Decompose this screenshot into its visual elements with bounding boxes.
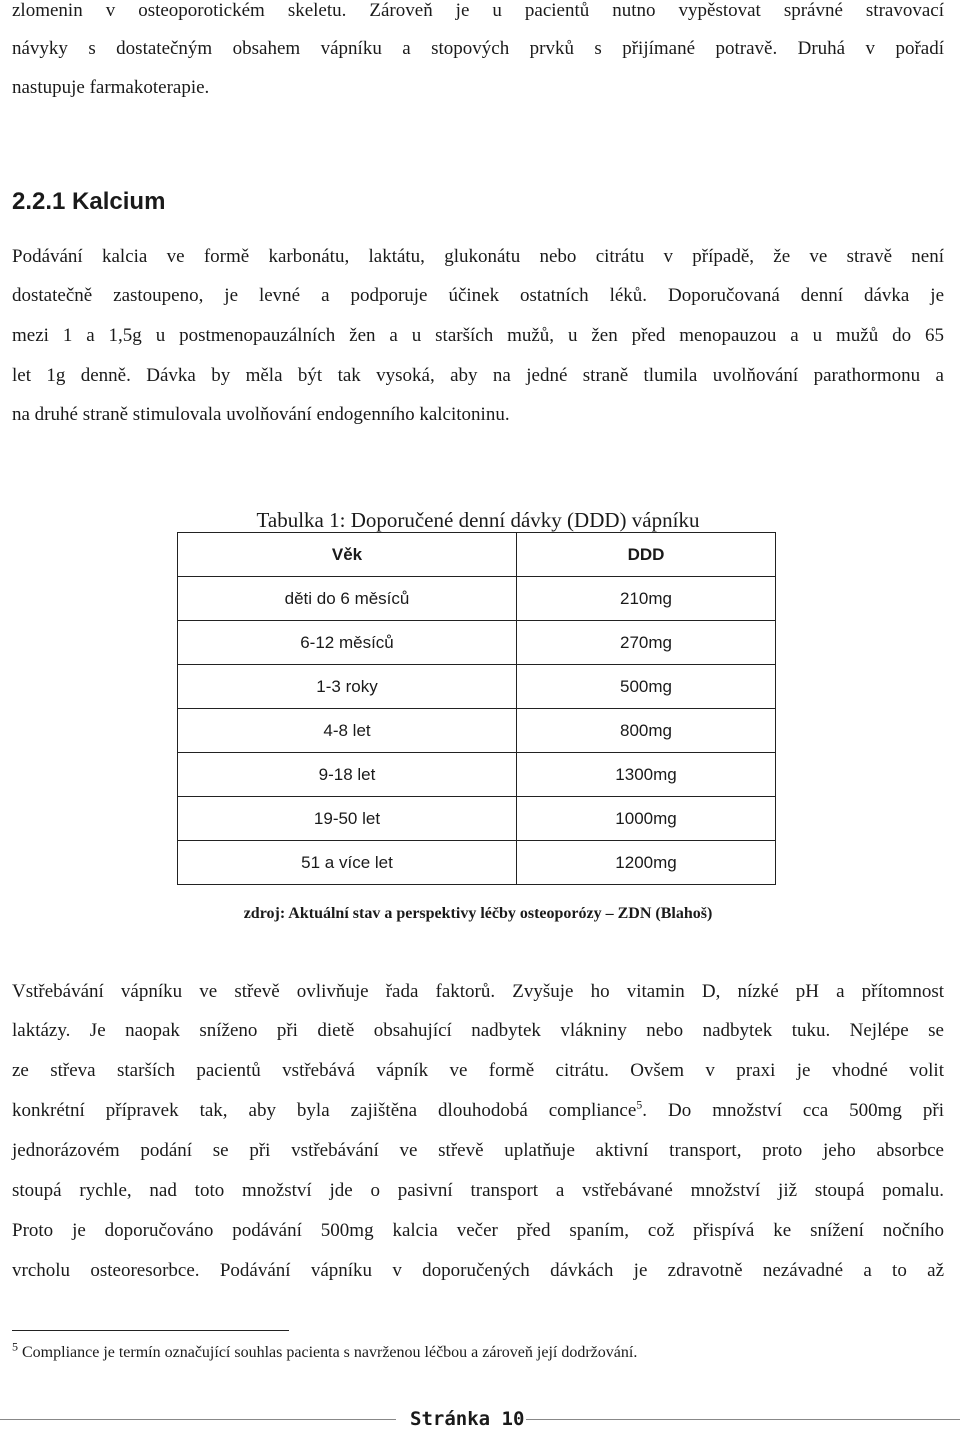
dose-cell: 210mg [517, 577, 776, 621]
footnote-reference[interactable]: 5 [636, 1097, 643, 1112]
paragraph-line: návyky s dostatečným obsahem vápníku a stopových prvků s přijímané potravě. Druhá v pořadí [12, 38, 944, 59]
table-row [178, 665, 776, 709]
column-header-ddd: DDD [517, 533, 776, 577]
column-header-age: Věk [178, 533, 517, 577]
paragraph-line: laktázy. Je naopak sníženo při dietě obsahující nadbytek vlákniny nebo nadbytek tuku. Nejlépe se [12, 1020, 944, 1041]
paragraph-line: Podávání kalcia ve formě karbonátu, laktátu, glukonátu nebo citrátu v případě, že ve stravě není [12, 246, 944, 267]
paragraph-text: . Do množství cca 500mg při [642, 1100, 944, 1121]
age-cell: 19-50 let [178, 797, 517, 841]
table-row [178, 753, 776, 797]
table-caption: Tabulka 1: Doporučené denní dávky (DDD) vápníku [256, 508, 700, 532]
age-cell: 4-8 let [178, 709, 517, 753]
paragraph-line: ze střeva starších pacientů vstřebává vápník ve formě citrátu. Ovšem v praxi je vhodné volit [12, 1060, 944, 1081]
dose-cell: 800mg [517, 709, 776, 753]
paragraph-text: konkrétní přípravek tak, aby byla zajištěna dlouhodobá compliance [12, 1100, 637, 1121]
paragraph-line [12, 1097, 944, 1122]
page-number: Stránka 10 [410, 1408, 525, 1430]
footer-rule-right [526, 1419, 960, 1420]
paragraph-line: mezi 1 a 1,5g u postmenopauzálních žen a u starších mužů, u žen před menopauzou a u mužů do 65 [12, 325, 944, 346]
table-row [178, 709, 776, 753]
table-source: zdroj: Aktuální stav a perspektivy léčby osteoporózy – ZDN (Blahoš) [243, 905, 713, 922]
table-row [178, 621, 776, 665]
footnote-text: Compliance je termín označující souhlas pacienta s navrženou léčbou a zároveň její dodržování. [18, 1344, 638, 1361]
table-row [178, 577, 776, 621]
age-cell: děti do 6 měsíců [178, 577, 517, 621]
age-cell: 9-18 let [178, 753, 517, 797]
footnote-divider [12, 1330, 289, 1331]
paragraph-line: Vstřebávání vápníku ve střevě ovlivňuje řada faktorů. Zvyšuje ho vitamin D, nízké pH a přítomnost [12, 981, 944, 1002]
footnote [12, 1339, 638, 1362]
dose-cell: 270mg [517, 621, 776, 665]
section-heading: 2.2.1 Kalcium [12, 188, 166, 215]
table-row [178, 841, 776, 885]
table-header-row [178, 533, 776, 577]
paragraph-line: nastupuje farmakoterapie. [12, 77, 210, 98]
paragraph-line: stoupá rychle, nad toto množství jde o pasivní transport a vstřebávané množství již stoupá pomalu. [12, 1180, 944, 1201]
footer-rule-left [0, 1419, 396, 1420]
calcium-dosage-table [177, 532, 776, 885]
age-cell: 1-3 roky [178, 665, 517, 709]
paragraph-line: dostatečně zastoupeno, je levné a podporuje účinek ostatních léků. Doporučovaná denní dávka je [12, 285, 944, 306]
age-cell: 51 a více let [178, 841, 517, 885]
paragraph-line: na druhé straně stimulovala uvolňování endogenního kalcitoninu. [12, 404, 510, 425]
dose-cell: 1200mg [517, 841, 776, 885]
dose-cell: 500mg [517, 665, 776, 709]
table-row [178, 797, 776, 841]
paragraph-line: let 1g denně. Dávka by měla být tak vysoká, aby na jedné straně tlumila uvolňování parathormonu a [12, 365, 944, 386]
paragraph-line: jednorázovém podání se při vstřebávání ve střevě uplatňuje aktivní transport, proto jeho absorbce [12, 1140, 944, 1161]
paragraph-line: zlomenin v osteoporotickém skeletu. Zároveň je u pacientů nutno vypěstovat správné stravovací [12, 0, 944, 21]
dose-cell: 1000mg [517, 797, 776, 841]
age-cell: 6-12 měsíců [178, 621, 517, 665]
paragraph-line: vrcholu osteoresorbce. Podávání vápníku v doporučených dávkách je zdravotně nezávadné a to až [12, 1260, 944, 1281]
dose-cell: 1300mg [517, 753, 776, 797]
footnote-number: 5 [12, 1339, 18, 1354]
paragraph-line: Proto je doporučováno podávání 500mg kalcia večer před spaním, což přispívá ke snížení nočního [12, 1220, 944, 1241]
